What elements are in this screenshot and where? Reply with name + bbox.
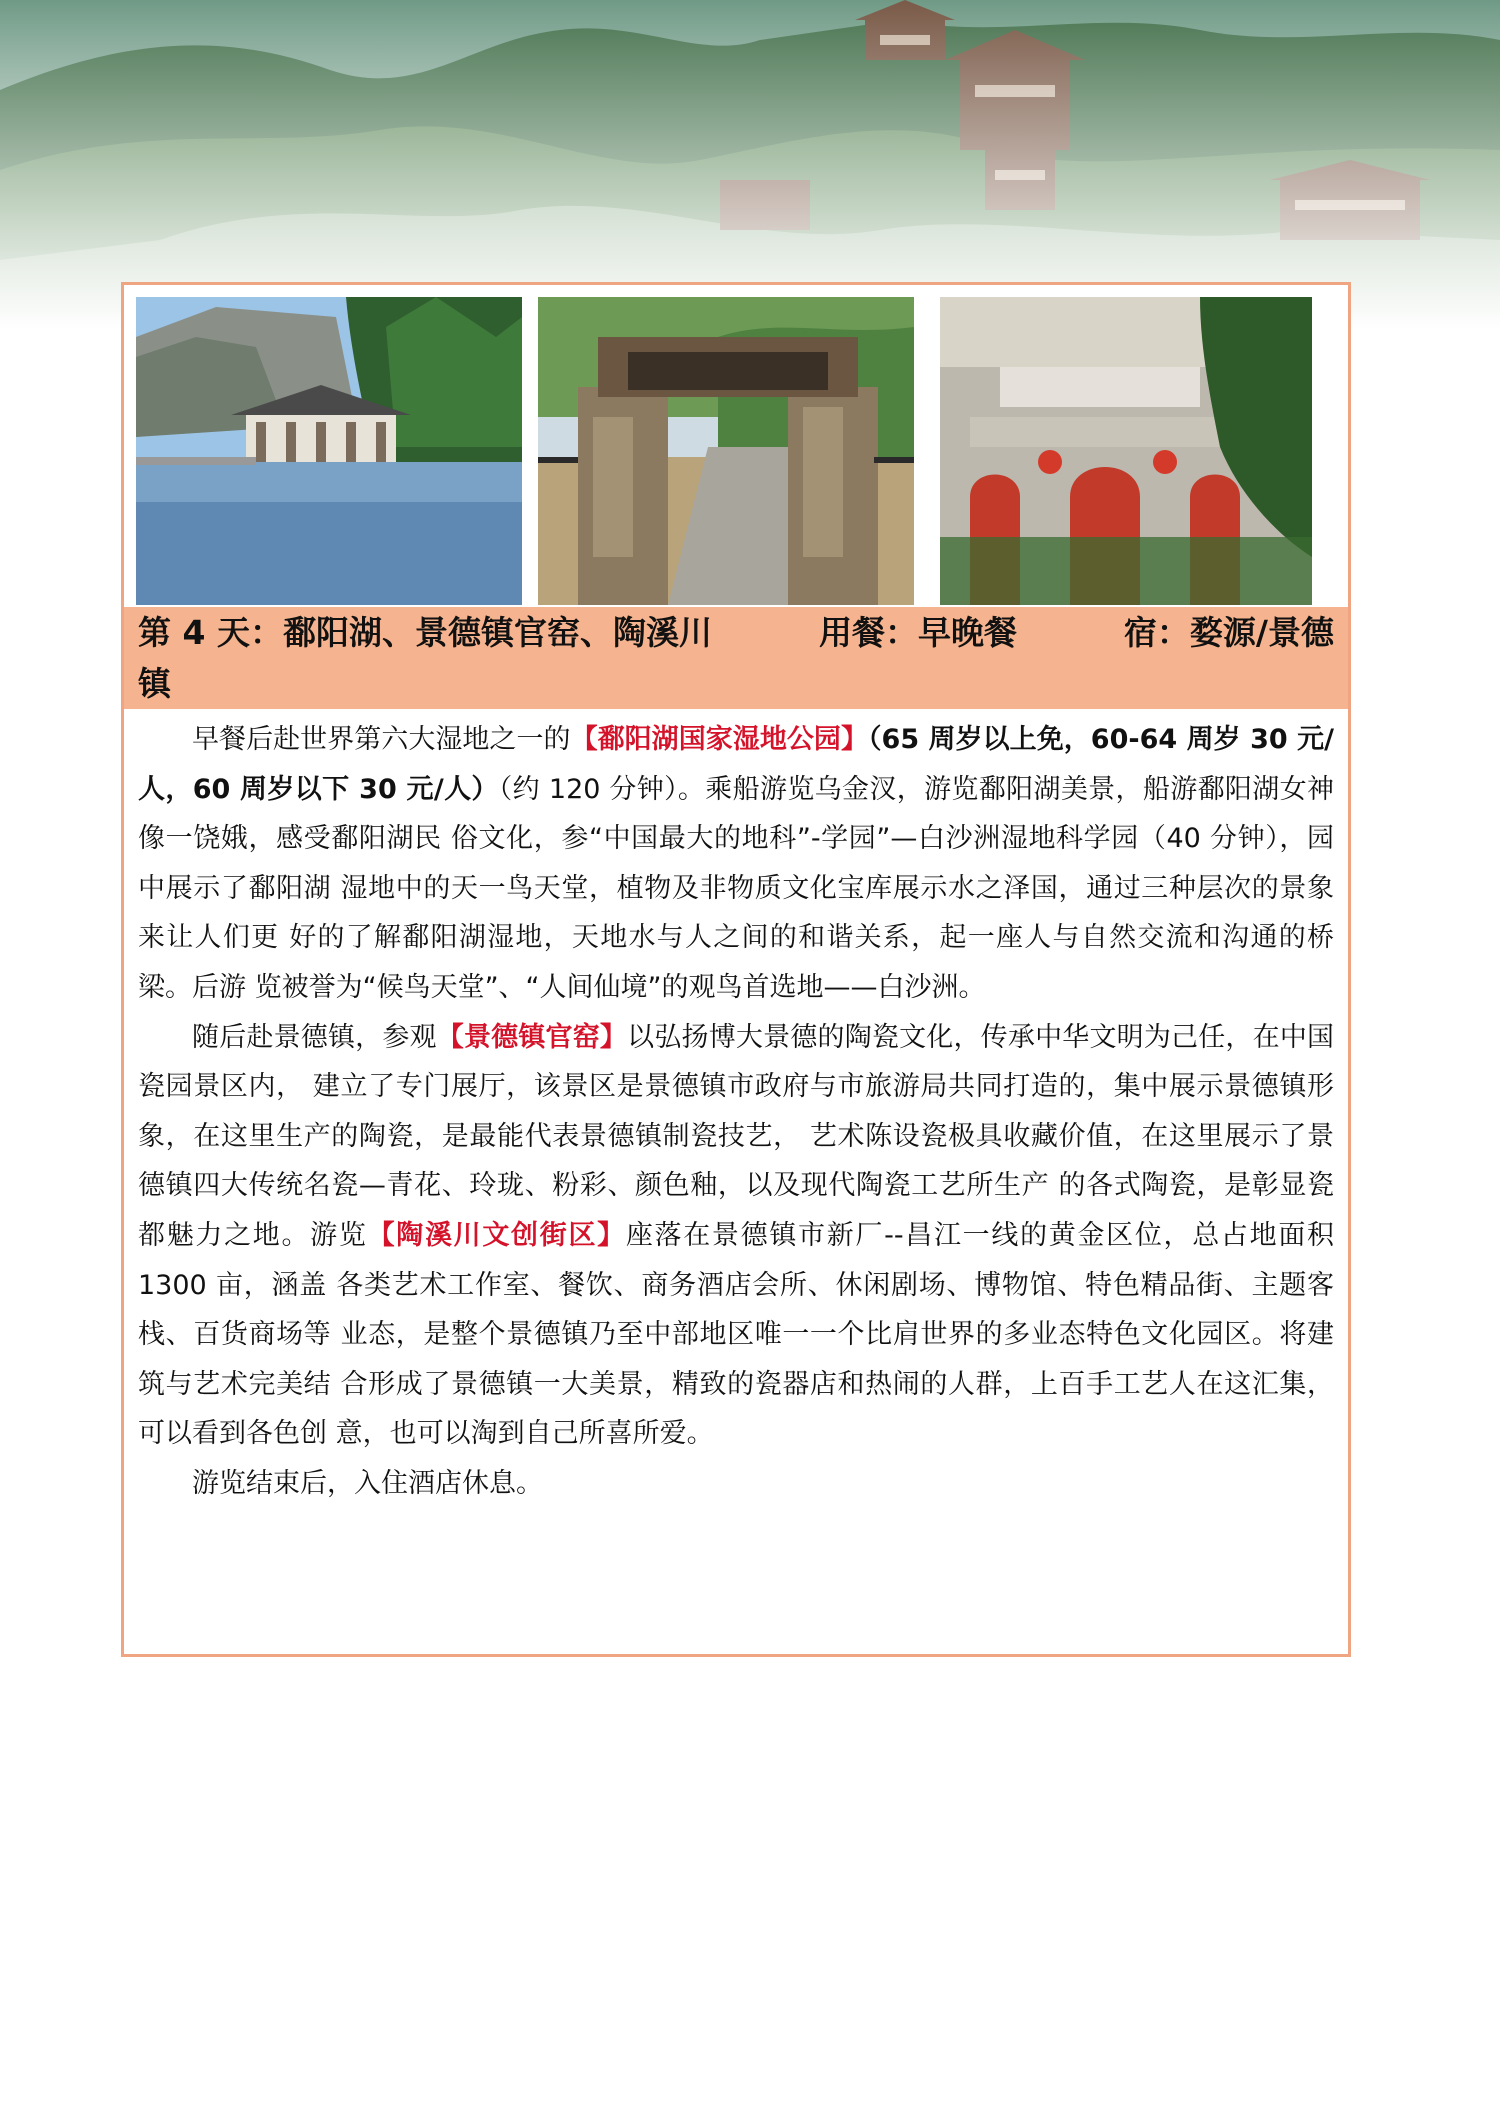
- itinerary-day-card: [121, 282, 1351, 1657]
- ticket-price-note: （65 周岁以上免，60-64 周岁 30 元/人，60 周岁以下 30 元/人）: [138, 724, 1335, 805]
- huajing-gate-photo-icon: [538, 297, 914, 605]
- highlight-taoxichuan: 【陶溪川文创街区】: [367, 1219, 626, 1251]
- text-segment: 早餐后赴世界第六大湿地之一的: [192, 724, 571, 755]
- text-segment: 以弘扬博大景德的陶瓷文化，传承中华文明为己任，在中国瓷园景区内， 建立了专门展厅，该景区是景德镇市政府与市旅游局共同打造的，集中展示景德镇形象，在这里生产的陶瓷，是最能代表景德镇制瓷技艺， 艺术陈设瓷极具收藏价值，在这里展示了景德镇四大传统名瓷—青花、玲珑、粉彩、颜色釉，以及现代陶瓷工艺所生产 的各式陶瓷，是彰显瓷都魅力之地。游览: [138, 1021, 1335, 1251]
- meals-info: 用餐：早晚餐: [818, 613, 1017, 652]
- paragraph-end: 游览结束后，入住酒店休息。: [192, 1467, 543, 1499]
- paragraph-jingdezhen: [138, 1013, 1334, 1459]
- day-title: 第 4 天：鄱阳湖、景德镇官窑、陶溪川: [138, 613, 712, 652]
- lushan-building-photo-icon: [940, 297, 1312, 605]
- text-segment: （约 120 分钟）。乘船游览乌金汊，游览鄱阳湖美景，船游鄱阳湖女神像一饶娥，感受鄱阳湖民 俗文化，参“中国最大的地科”-学园”—白沙洲湿地科学园（40 分钟），园中展示了鄱阳湖 湿地中的天一鸟天堂，植物及非物质文化宝库展示水之泽国，通过三种层次的景象来让人们更 好的了解鄱阳湖湿地，天地水与人之间的和谐关系，起一座人与自然交流和沟通的桥梁。后游 览被誉为“候鸟天堂”、“人间仙境”的观鸟首选地——白沙洲。: [138, 773, 1334, 1003]
- mountain-village-banner-icon: [0, 0, 1500, 330]
- lake-pavilion-photo-icon: [136, 297, 522, 605]
- photo-lushan-building: [940, 297, 1312, 605]
- photo-lake-pavilion: [136, 297, 522, 605]
- stay-info: 宿：婺源/景德: [1123, 613, 1334, 652]
- itinerary-description: [138, 715, 1334, 1509]
- header-banner: [0, 0, 1500, 330]
- photo-huajing-gate: [538, 297, 914, 605]
- stay-info-continued: 镇: [138, 664, 171, 703]
- highlight-imperial-kiln: 【景德镇官窑】: [436, 1021, 628, 1053]
- paragraph-poyang: [138, 715, 1334, 1013]
- text-segment: 随后赴景德镇，参观: [192, 1021, 437, 1053]
- photo-strip: [136, 291, 1336, 607]
- day-header: [124, 607, 1348, 709]
- highlight-poyang-park: 【鄱阳湖国家湿地公园】: [570, 724, 868, 755]
- text-segment: 座落在景德镇市新厂--昌江一线的黄金区位，总占地面积 1300 亩，涵盖 各类艺术工作室、餐饮、商务酒店会所、休闲剧场、博物馆、特色精品街、主题客栈、百货商场等 业态，是整个景德镇乃至中部地区唯一一个比肩世界的多业态特色文化园区。将建筑与艺术完美结 合形成了景德镇一大美景，精致的瓷器店和热闹的人群，上百手工艺人在这汇集，可以看到各色创 意，也可以淘到自己所喜所爱。: [138, 1219, 1335, 1450]
